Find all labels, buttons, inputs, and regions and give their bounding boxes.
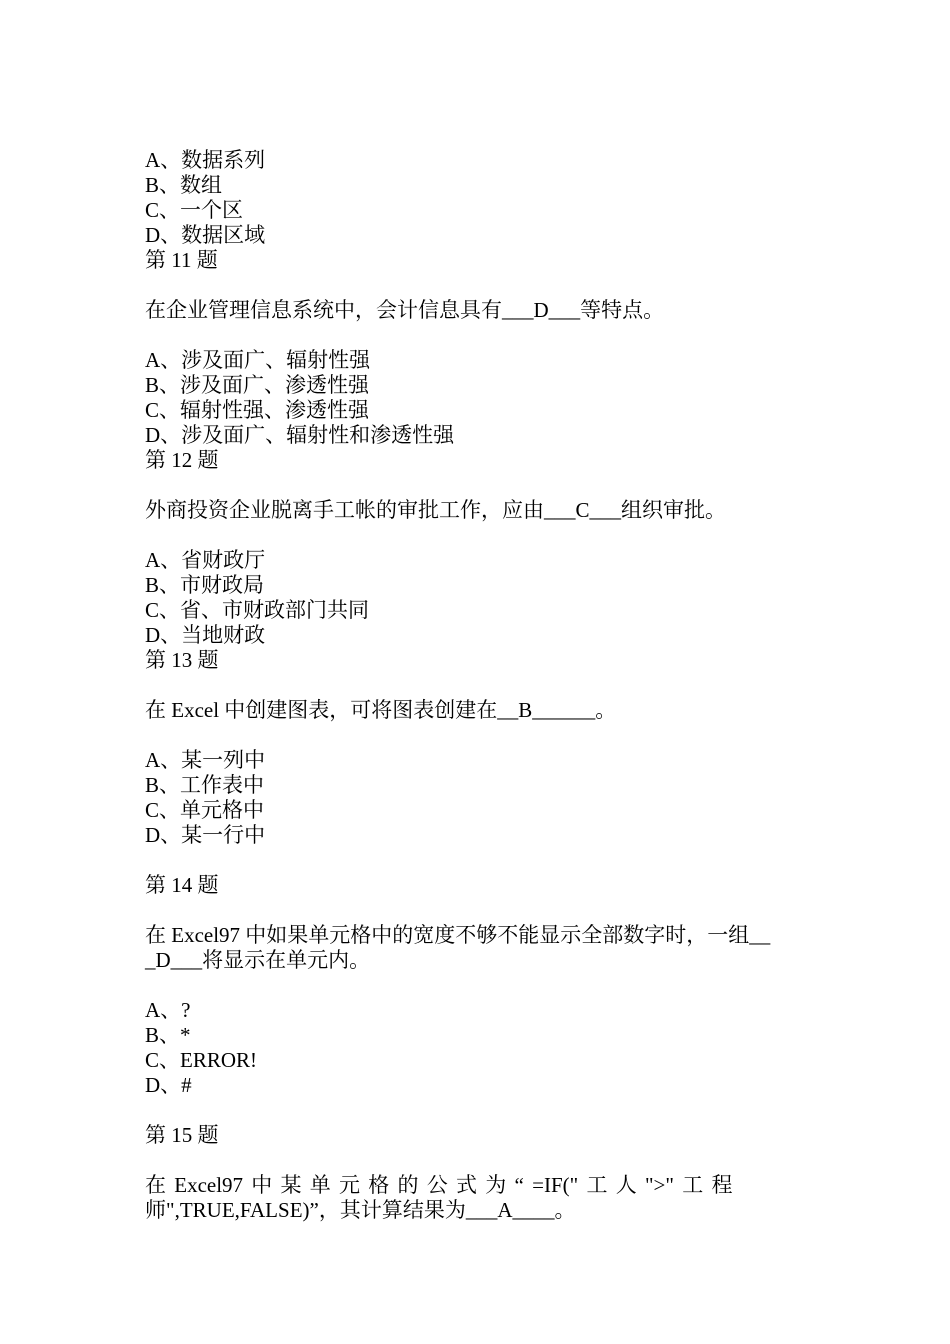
question-11-option-a: A、涉及面广、辐射性强 — [145, 348, 371, 372]
question-14-option-c: C、ERROR! — [145, 1048, 258, 1072]
question-11-option-d: D、涉及面广、辐射性和渗透性强 — [145, 423, 455, 447]
spacer — [145, 973, 807, 998]
spacer — [145, 323, 807, 348]
question-11-option-b: B、涉及面广、渗透性强 — [145, 373, 370, 397]
question-13-option-d: D、某一行中 — [145, 823, 266, 847]
question-12-option-b: B、市财政局 — [145, 573, 265, 597]
question-14-heading: 第 14 题 — [145, 873, 219, 897]
question-12-option-c: C、省、市财政部门共同 — [145, 598, 370, 622]
question-14-option-d: D、# — [145, 1073, 192, 1097]
question-12-heading: 第 12 题 — [145, 448, 219, 472]
spacer — [145, 1098, 807, 1123]
spacer — [145, 723, 807, 748]
spacer — [145, 273, 807, 298]
spacer — [145, 473, 807, 498]
question-13-text: 在 Excel 中创建图表，可将图表创建在__B______。 — [145, 698, 617, 722]
question-12-option-d: D、当地财政 — [145, 623, 266, 647]
question-14-option-b: B、* — [145, 1023, 191, 1047]
question-13-heading: 第 13 题 — [145, 648, 219, 672]
question-14-option-a: A、? — [145, 998, 191, 1022]
question-14-text-line-1: 在 Excel97 中如果单元格中的宽度不够不能显示全部数字时，一组__ — [145, 923, 771, 947]
question-15-text-line-2: 师",TRUE,FALSE)”，其计算结果为___A____。 — [145, 1198, 576, 1222]
question-13-option-b: B、工作表中 — [145, 773, 265, 797]
question-12-option-a: A、省财政厅 — [145, 548, 266, 572]
option-a: A、数据系列 — [145, 148, 266, 172]
option-d: D、数据区域 — [145, 223, 266, 247]
spacer — [145, 523, 807, 548]
option-b: B、数组 — [145, 173, 223, 197]
question-14-text-line-2: _D___将显示在单元内。 — [145, 948, 371, 972]
document-page — [145, 148, 807, 1223]
question-15-heading: 第 15 题 — [145, 1123, 219, 1147]
question-11-text: 在企业管理信息系统中，会计信息具有___D___等特点。 — [145, 298, 665, 322]
spacer — [145, 898, 807, 923]
spacer — [145, 1148, 807, 1173]
spacer — [145, 673, 807, 698]
question-15-text-line-1: 在 Excel97 中 某 单 元 格 的 公 式 为 “ =IF(" 工 人 ">" 工 程 — [145, 1173, 733, 1197]
question-11-heading: 第 11 题 — [145, 248, 218, 272]
question-13-option-a: A、某一列中 — [145, 748, 266, 772]
question-12-text: 外商投资企业脱离手工帐的审批工作，应由___C___组织审批。 — [145, 498, 727, 522]
spacer — [145, 848, 807, 873]
question-11-option-c: C、辐射性强、渗透性强 — [145, 398, 370, 422]
option-c: C、一个区 — [145, 198, 244, 222]
question-13-option-c: C、单元格中 — [145, 798, 265, 822]
